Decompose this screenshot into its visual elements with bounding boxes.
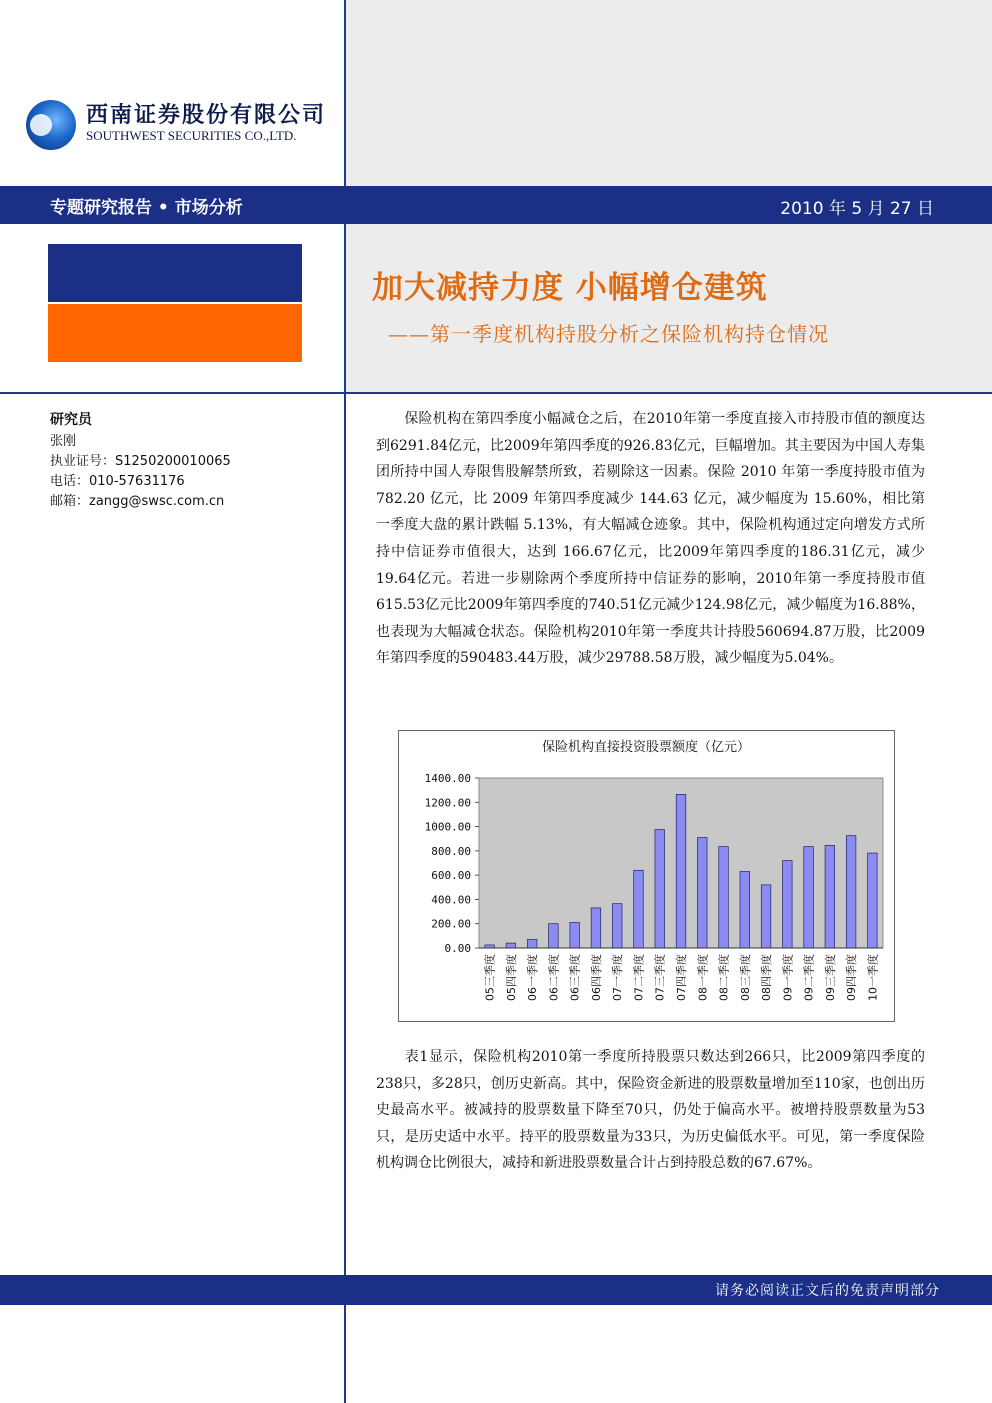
x-tick-label: 05四季度	[504, 954, 518, 1001]
decor-blue-block	[48, 244, 302, 302]
body-paragraph-2	[376, 1044, 925, 1177]
bar-07一季度	[612, 904, 622, 948]
report-date: 2010 年 5 月 27 日	[780, 199, 934, 219]
x-tick-label: 10一季度	[866, 954, 880, 1001]
x-tick-label: 06一季度	[526, 954, 540, 1001]
bar-08一季度	[697, 838, 707, 949]
analyst-email[interactable]: 邮箱：zangg@swsc.com.cn	[50, 494, 225, 509]
x-tick-label: 06四季度	[589, 954, 603, 1001]
logo-globe-icon	[26, 100, 76, 150]
bar-09四季度	[846, 836, 856, 948]
y-tick-label: 200.00	[431, 917, 471, 931]
y-tick-label: 1200.00	[424, 796, 471, 810]
analyst-info	[50, 410, 231, 512]
x-tick-label: 09四季度	[845, 954, 859, 1001]
chart-container	[398, 730, 895, 1022]
y-tick-label: 0.00	[444, 942, 471, 955]
y-tick-label: 1000.00	[424, 820, 471, 834]
company-name-en: SOUTHWEST SECURITIES CO.,LTD.	[86, 128, 297, 143]
report-category: 专题研究报告 • 市场分析	[50, 198, 243, 218]
bar-08三季度	[740, 872, 750, 949]
bar-09一季度	[783, 861, 793, 948]
chart-title: 保险机构直接投资股票额度（亿元）	[541, 740, 751, 755]
x-tick-label: 08四季度	[760, 954, 774, 1001]
analyst-phone: 电话：010-57631176	[50, 474, 185, 489]
bar-07三季度	[655, 830, 665, 948]
body-paragraph-1-text: 保险机构在第四季度小幅减仓之后，在2010年第一季度直接入市持股市值的额度达到6291.84亿元，比2009年第四季度的926.83亿元，巨幅增加。其主要因为中国人寿集团所持中国人寿限售股解禁所致，若剔除这一因素。保险 2010 年第一季度持股市值为 782.20 亿元，比 2009 年第四季度减少 144.63 亿元，减少幅度为 15.60%，相比第一季度大盘的累计跌幅 5.13%，有大幅减仓迹象。其中，保险机构通过定向增发方式所持中信证券市值很大，达到 166.67亿元，比2009年第四季度的186.31亿元，减少19.64亿元。若进一步剔除两个季度所持中信证券的影响，2010年第一季度持股市值615.53亿元比2009年第四季度的740.51亿元减少124.98亿元，减少幅度为16.88%，也表现为大幅减仓状态。保险机构2010年第一季度共计持股560694.87万股，比2009年第四季度的590483.44万股，减少29788.58万股，减少幅度为5.04%。	[376, 411, 925, 667]
bar-06四季度	[591, 908, 601, 948]
x-tick-label: 09三季度	[823, 954, 837, 1001]
x-tick-label: 08二季度	[717, 954, 731, 1001]
body-paragraph-2-text: 表1显示，保险机构2010第一季度所持股票只数达到266只，比2009第四季度的238只，多28只，创历史新高。其中，保险资金新进的股票数量增加至110家，也创出历史最高水平。被减持的股票数量下降至70只，仍处于偏高水平。被增持股票数量为53只，是历史适中水平。持平的股票数量为33只，为历史偏低水平。可见，第一季度保险机构调仓比例很大，减持和新进股票数量合计占到持股总数的67.67%。	[376, 1049, 925, 1172]
x-tick-label: 07四季度	[675, 954, 688, 1001]
bar-07二季度	[634, 870, 644, 948]
y-tick-label: 600.00	[431, 869, 471, 883]
y-tick-label: 800.00	[431, 844, 471, 858]
x-tick-label: 09一季度	[781, 954, 795, 1001]
horizontal-divider	[0, 392, 992, 394]
bar-08四季度	[761, 885, 771, 948]
bar-chart	[399, 731, 894, 1021]
analyst-license: 执业证号：S1250200010065	[50, 454, 231, 469]
report-title: 加大减持力度 小幅增仓建筑	[372, 270, 768, 306]
x-tick-label: 06二季度	[547, 954, 561, 1001]
bar-06二季度	[549, 924, 559, 948]
bar-05四季度	[506, 943, 516, 948]
x-tick-label: 07三季度	[653, 954, 667, 1001]
body-paragraph-1	[376, 406, 925, 672]
bar-06三季度	[570, 923, 580, 949]
y-tick-label: 400.00	[431, 893, 471, 907]
analyst-name: 张刚	[50, 434, 77, 449]
bar-08二季度	[719, 847, 729, 948]
x-tick-label: 05三季度	[483, 954, 497, 1001]
bar-06一季度	[527, 940, 537, 949]
x-tick-label: 07二季度	[632, 954, 646, 1001]
x-tick-label: 09二季度	[802, 954, 816, 1001]
x-tick-label: 08一季度	[696, 954, 710, 1001]
company-name-cn: 西南证券股份有限公司	[86, 102, 327, 128]
decor-orange-block	[48, 304, 302, 362]
x-tick-label: 06三季度	[568, 954, 582, 1001]
x-tick-label: 07一季度	[611, 954, 625, 1001]
bar-09三季度	[825, 845, 835, 948]
analyst-heading: 研究员	[50, 412, 92, 428]
disclaimer-note[interactable]: 请务必阅读正文后的免责声明部分	[715, 1283, 940, 1299]
bar-10一季度	[868, 853, 878, 948]
bar-09二季度	[804, 847, 814, 948]
y-tick-label: 1400.00	[424, 772, 471, 785]
bar-07四季度	[676, 794, 686, 948]
report-subtitle: ——第一季度机构持股分析之保险机构持仓情况	[388, 322, 829, 346]
company-logo	[26, 96, 346, 156]
x-tick-label: 08三季度	[738, 954, 752, 1001]
